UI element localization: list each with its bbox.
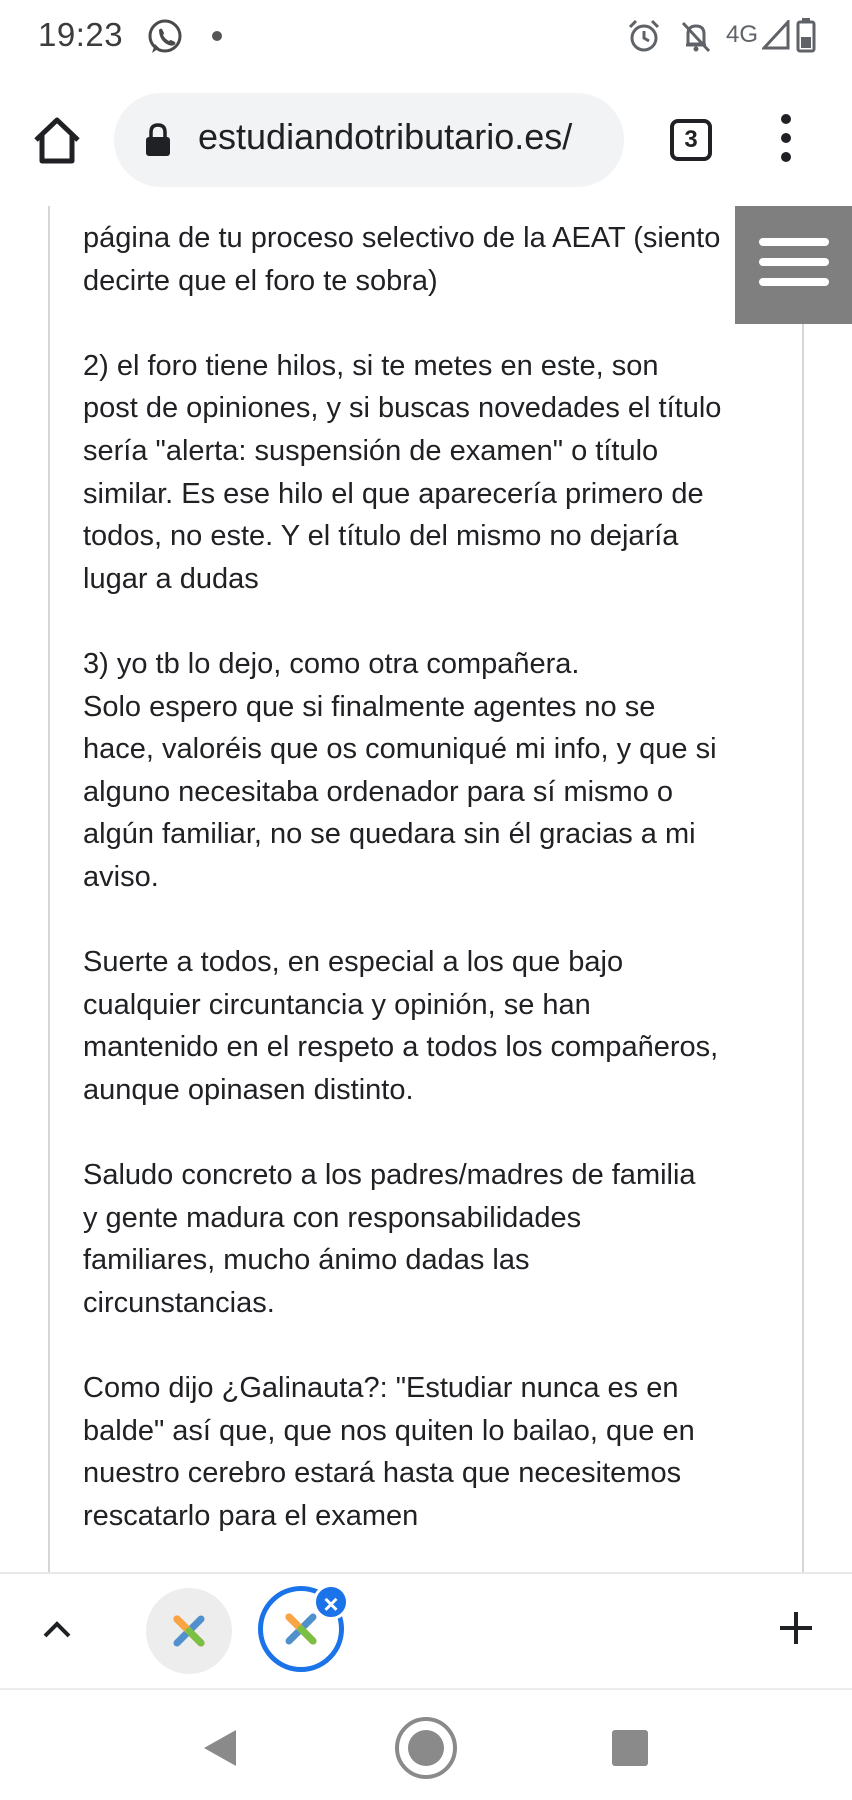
plus-icon[interactable]: [776, 1608, 816, 1648]
status-bar: [0, 0, 852, 76]
post-text-line: Suerte a todos, en especial a los que bajo: [83, 946, 624, 979]
post-paragraph: [83, 941, 763, 1111]
post-text-line: decirte que el foro te sobra): [83, 264, 438, 297]
post-text-line: aviso.: [83, 860, 159, 893]
post-text-line: página de tu proceso selectivo de la AEAT (siento: [83, 222, 721, 254]
post-text-line: Saludo concreto a los padres/madres de familia: [83, 1159, 696, 1192]
recents-icon[interactable]: [612, 1730, 648, 1766]
post-text-line: lugar a dudas: [83, 562, 259, 595]
overflow-menu-icon[interactable]: [776, 114, 796, 168]
status-time: 19:23: [38, 16, 124, 53]
hamburger-bar: [759, 278, 829, 286]
system-nav-bar: [0, 1688, 852, 1800]
post-text-line: alguno necesitaba ordenador para sí mismo o: [83, 775, 674, 808]
post-text-line: Como dijo ¿Galinauta?: "Estudiar nunca es en: [83, 1372, 679, 1405]
post-text-line: todos, no este. Y el título del mismo no dejaría: [83, 520, 679, 553]
post-paragraph: [83, 217, 763, 302]
post-text-line: aunque opinasen distinto.: [83, 1073, 414, 1106]
notification-dot: [212, 31, 222, 41]
whatsapp-icon: [145, 17, 185, 57]
alarm-icon: [626, 18, 662, 54]
post-text-line: balde" así que, que nos quiten lo bailao, que en: [83, 1414, 695, 1447]
post-text-line: 3) yo tb lo dejo, como otra compañera.: [83, 647, 580, 680]
close-icon[interactable]: ×: [313, 1584, 349, 1620]
post-text-line: sería "alerta: suspensión de examen" o título: [83, 434, 659, 467]
hamburger-bar: [759, 258, 829, 266]
joomla-icon: [169, 1611, 209, 1651]
signal-icon: [762, 20, 790, 50]
post-text-line: post de opiniones, y si buscas novedades el título: [83, 392, 722, 425]
joomla-icon: [281, 1609, 321, 1649]
battery-icon: [796, 17, 816, 53]
back-icon[interactable]: [200, 1726, 240, 1770]
post-text-line: rescatarlo para el examen: [83, 1499, 419, 1532]
post-text-line: 2) el foro tiene hilos, si te metes en este, son: [83, 349, 659, 382]
home-icon[interactable]: [30, 113, 84, 167]
post-text-line: algún familiar, no se quedara sin él gracias a mi: [83, 818, 696, 851]
web-page-content[interactable]: [0, 206, 852, 1572]
post-paragraph: [83, 1367, 763, 1537]
post-paragraph: [83, 1154, 763, 1324]
post-text-line: cualquier circuntancia y opinión, se han: [83, 988, 591, 1021]
lock-icon: [144, 123, 172, 157]
post-text-line: circunstancias.: [83, 1286, 275, 1319]
post-text-line: mantenido en el respeto a todos los compañeros,: [83, 1031, 719, 1064]
post-paragraph: [83, 345, 763, 601]
home-circle-icon[interactable]: [393, 1715, 459, 1781]
browser-toolbar: [0, 76, 852, 206]
post-text-line: similar. Es ese hilo el que aparecería primero de: [83, 477, 704, 510]
chevron-up-icon[interactable]: [40, 1614, 74, 1644]
notifications-off-icon: [678, 18, 714, 54]
post-paragraph: [83, 643, 763, 899]
post-text-line: y gente madura con responsabilidades: [83, 1201, 582, 1234]
address-bar[interactable]: [114, 93, 624, 187]
site-menu-button[interactable]: [735, 206, 852, 324]
tab-thumbnail[interactable]: [146, 1588, 232, 1674]
hamburger-bar: [759, 238, 829, 246]
post-text-line: nuestro cerebro estará hasta que necesitemos: [83, 1457, 682, 1490]
post-body: [83, 217, 763, 1572]
url-text: estudiandotributario.es/: [198, 116, 573, 157]
post-text-line: Solo espero que si finalmente agentes no se: [83, 690, 656, 723]
post-text-line: hace, valoréis que os comuniqué mi info, y que si: [83, 733, 717, 766]
network-type: 4G: [726, 21, 759, 48]
post-text-line: familiares, mucho ánimo dadas las: [83, 1244, 530, 1277]
tab-strip: [0, 1572, 852, 1686]
tab-switcher-button[interactable]: 3: [670, 119, 712, 161]
